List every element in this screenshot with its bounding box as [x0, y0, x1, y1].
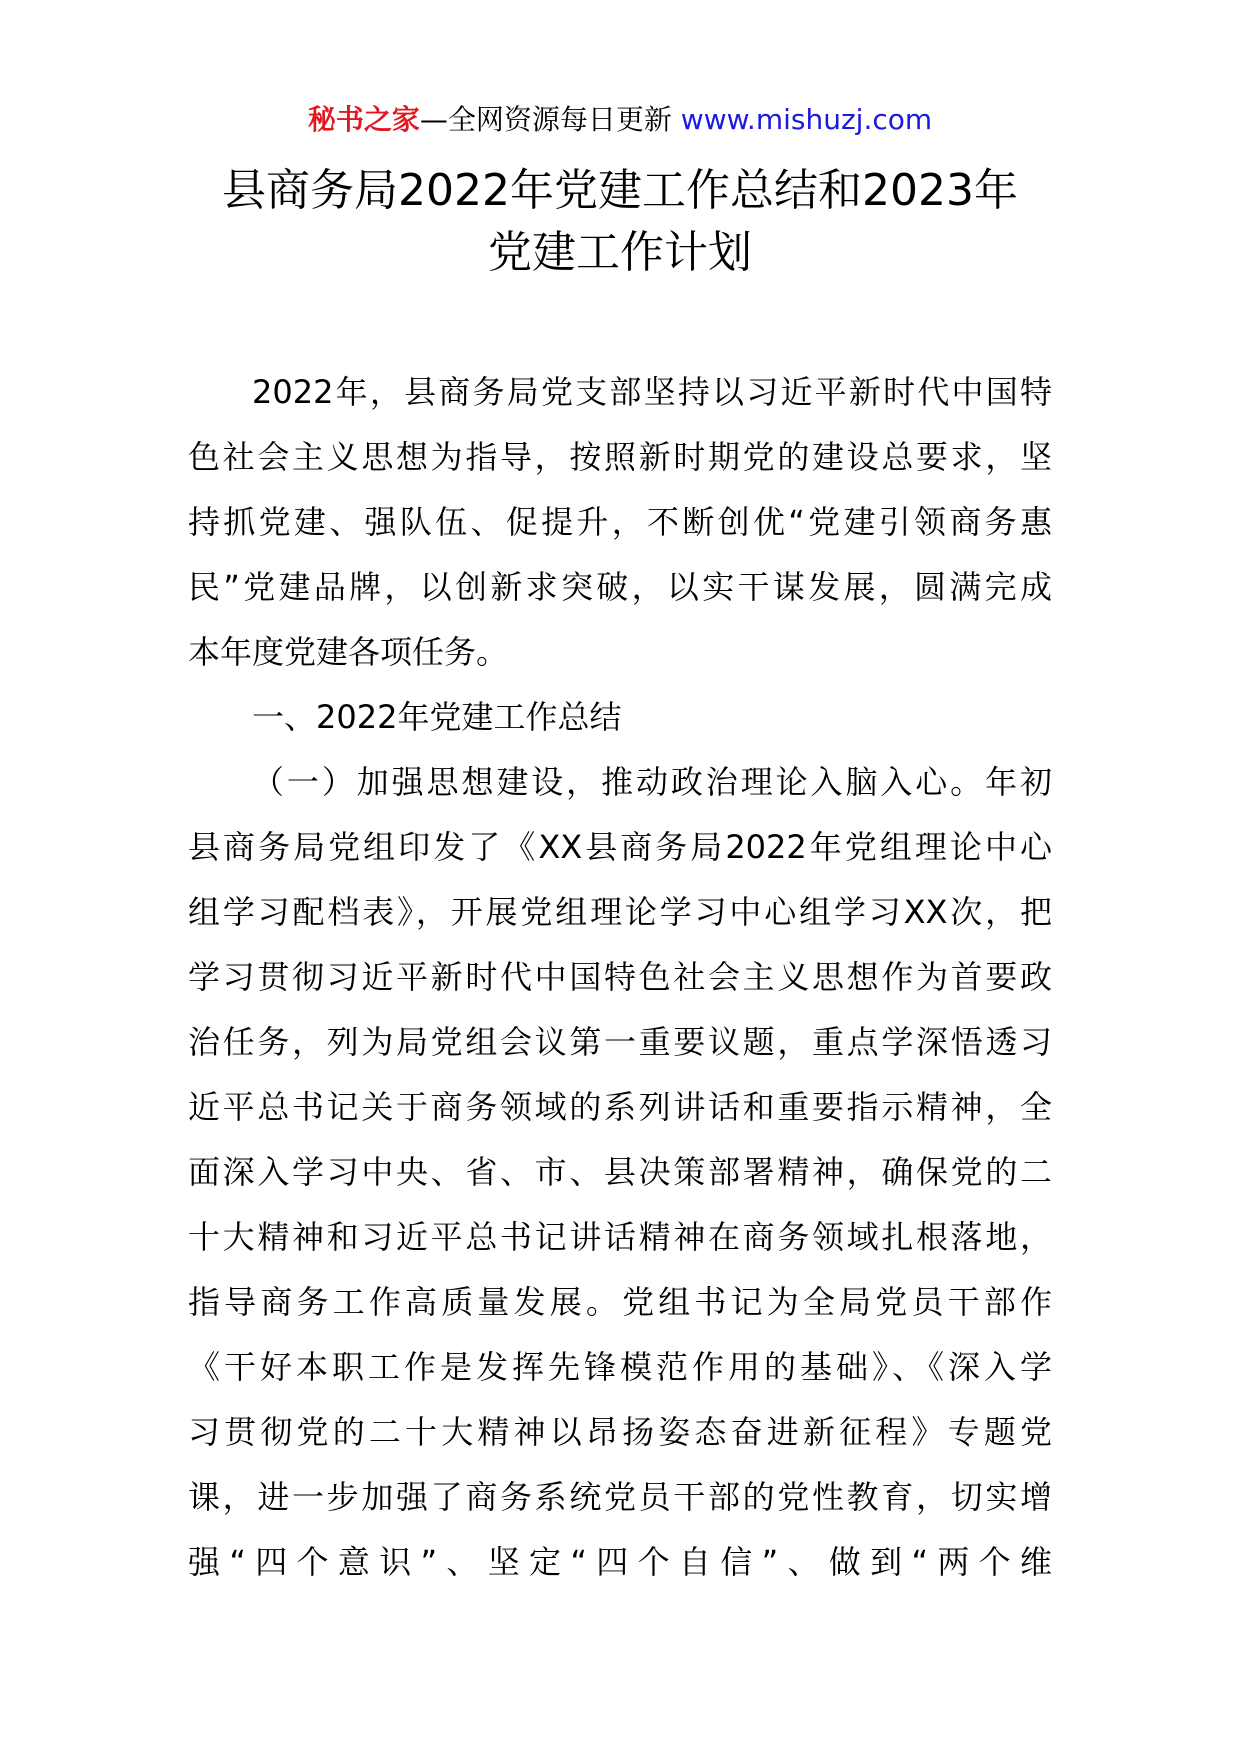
body-line: 课，进一步加强了商务系统党员干部的党性教育，切实增	[188, 1478, 1052, 1516]
body-line: 本年度党建各项任务。	[188, 633, 509, 671]
body-line: （一）加强思想建设，推动政治理论入脑入心。年初	[252, 763, 1052, 801]
body-line: 色社会主义思想为指导，按照新时期党的建设总要求，坚	[188, 438, 1052, 476]
document-title	[150, 160, 1090, 284]
title-line-1: 县商务局2022年党建工作总结和2023年	[222, 165, 1018, 216]
body-line: 习贯彻党的二十大精神以昂扬姿态奋进新征程》专题党	[188, 1413, 1052, 1451]
document-body	[188, 360, 1052, 1595]
title-line-2: 党建工作计划	[488, 227, 752, 278]
site-slogan: —全网资源每日更新	[419, 103, 672, 136]
body-line: 民”党建品牌，以创新求突破，以实干谋发展，圆满完成	[188, 568, 1052, 606]
body-line: 指导商务工作高质量发展。党组书记为全局党员干部作	[188, 1283, 1052, 1321]
body-line: 治任务，列为局党组会议第一重要议题，重点学深悟透习	[188, 1023, 1052, 1061]
body-line: 《干好本职工作是发挥先锋模范作用的基础》、《深入学	[188, 1348, 1052, 1386]
body-line: 强“四个意识”、坚定“四个自信”、做到“两个维	[188, 1543, 1052, 1581]
body-line: 2022年，县商务局党支部坚持以习近平新时代中国特	[252, 373, 1052, 411]
section-heading: 一、2022年党建工作总结	[252, 698, 622, 736]
site-header	[0, 100, 1240, 140]
site-url-link[interactable]: www.mishuzj.com	[680, 103, 933, 136]
body-line: 组学习配档表》，开展党组理论学习中心组学习XX次，把	[188, 893, 1052, 931]
body-line: 十大精神和习近平总书记讲话精神在商务领域扎根落地，	[188, 1218, 1052, 1256]
body-line: 持抓党建、强队伍、促提升，不断创优“党建引领商务惠	[188, 503, 1052, 541]
body-line: 县商务局党组印发了《XX县商务局2022年党组理论中心	[188, 828, 1052, 866]
body-line: 学习贯彻习近平新时代中国特色社会主义思想作为首要政	[188, 958, 1052, 996]
body-line: 近平总书记关于商务领域的系列讲话和重要指示精神，全	[188, 1088, 1052, 1126]
body-line: 面深入学习中央、省、市、县决策部署精神，确保党的二	[188, 1153, 1052, 1191]
site-brand: 秘书之家	[307, 103, 420, 136]
